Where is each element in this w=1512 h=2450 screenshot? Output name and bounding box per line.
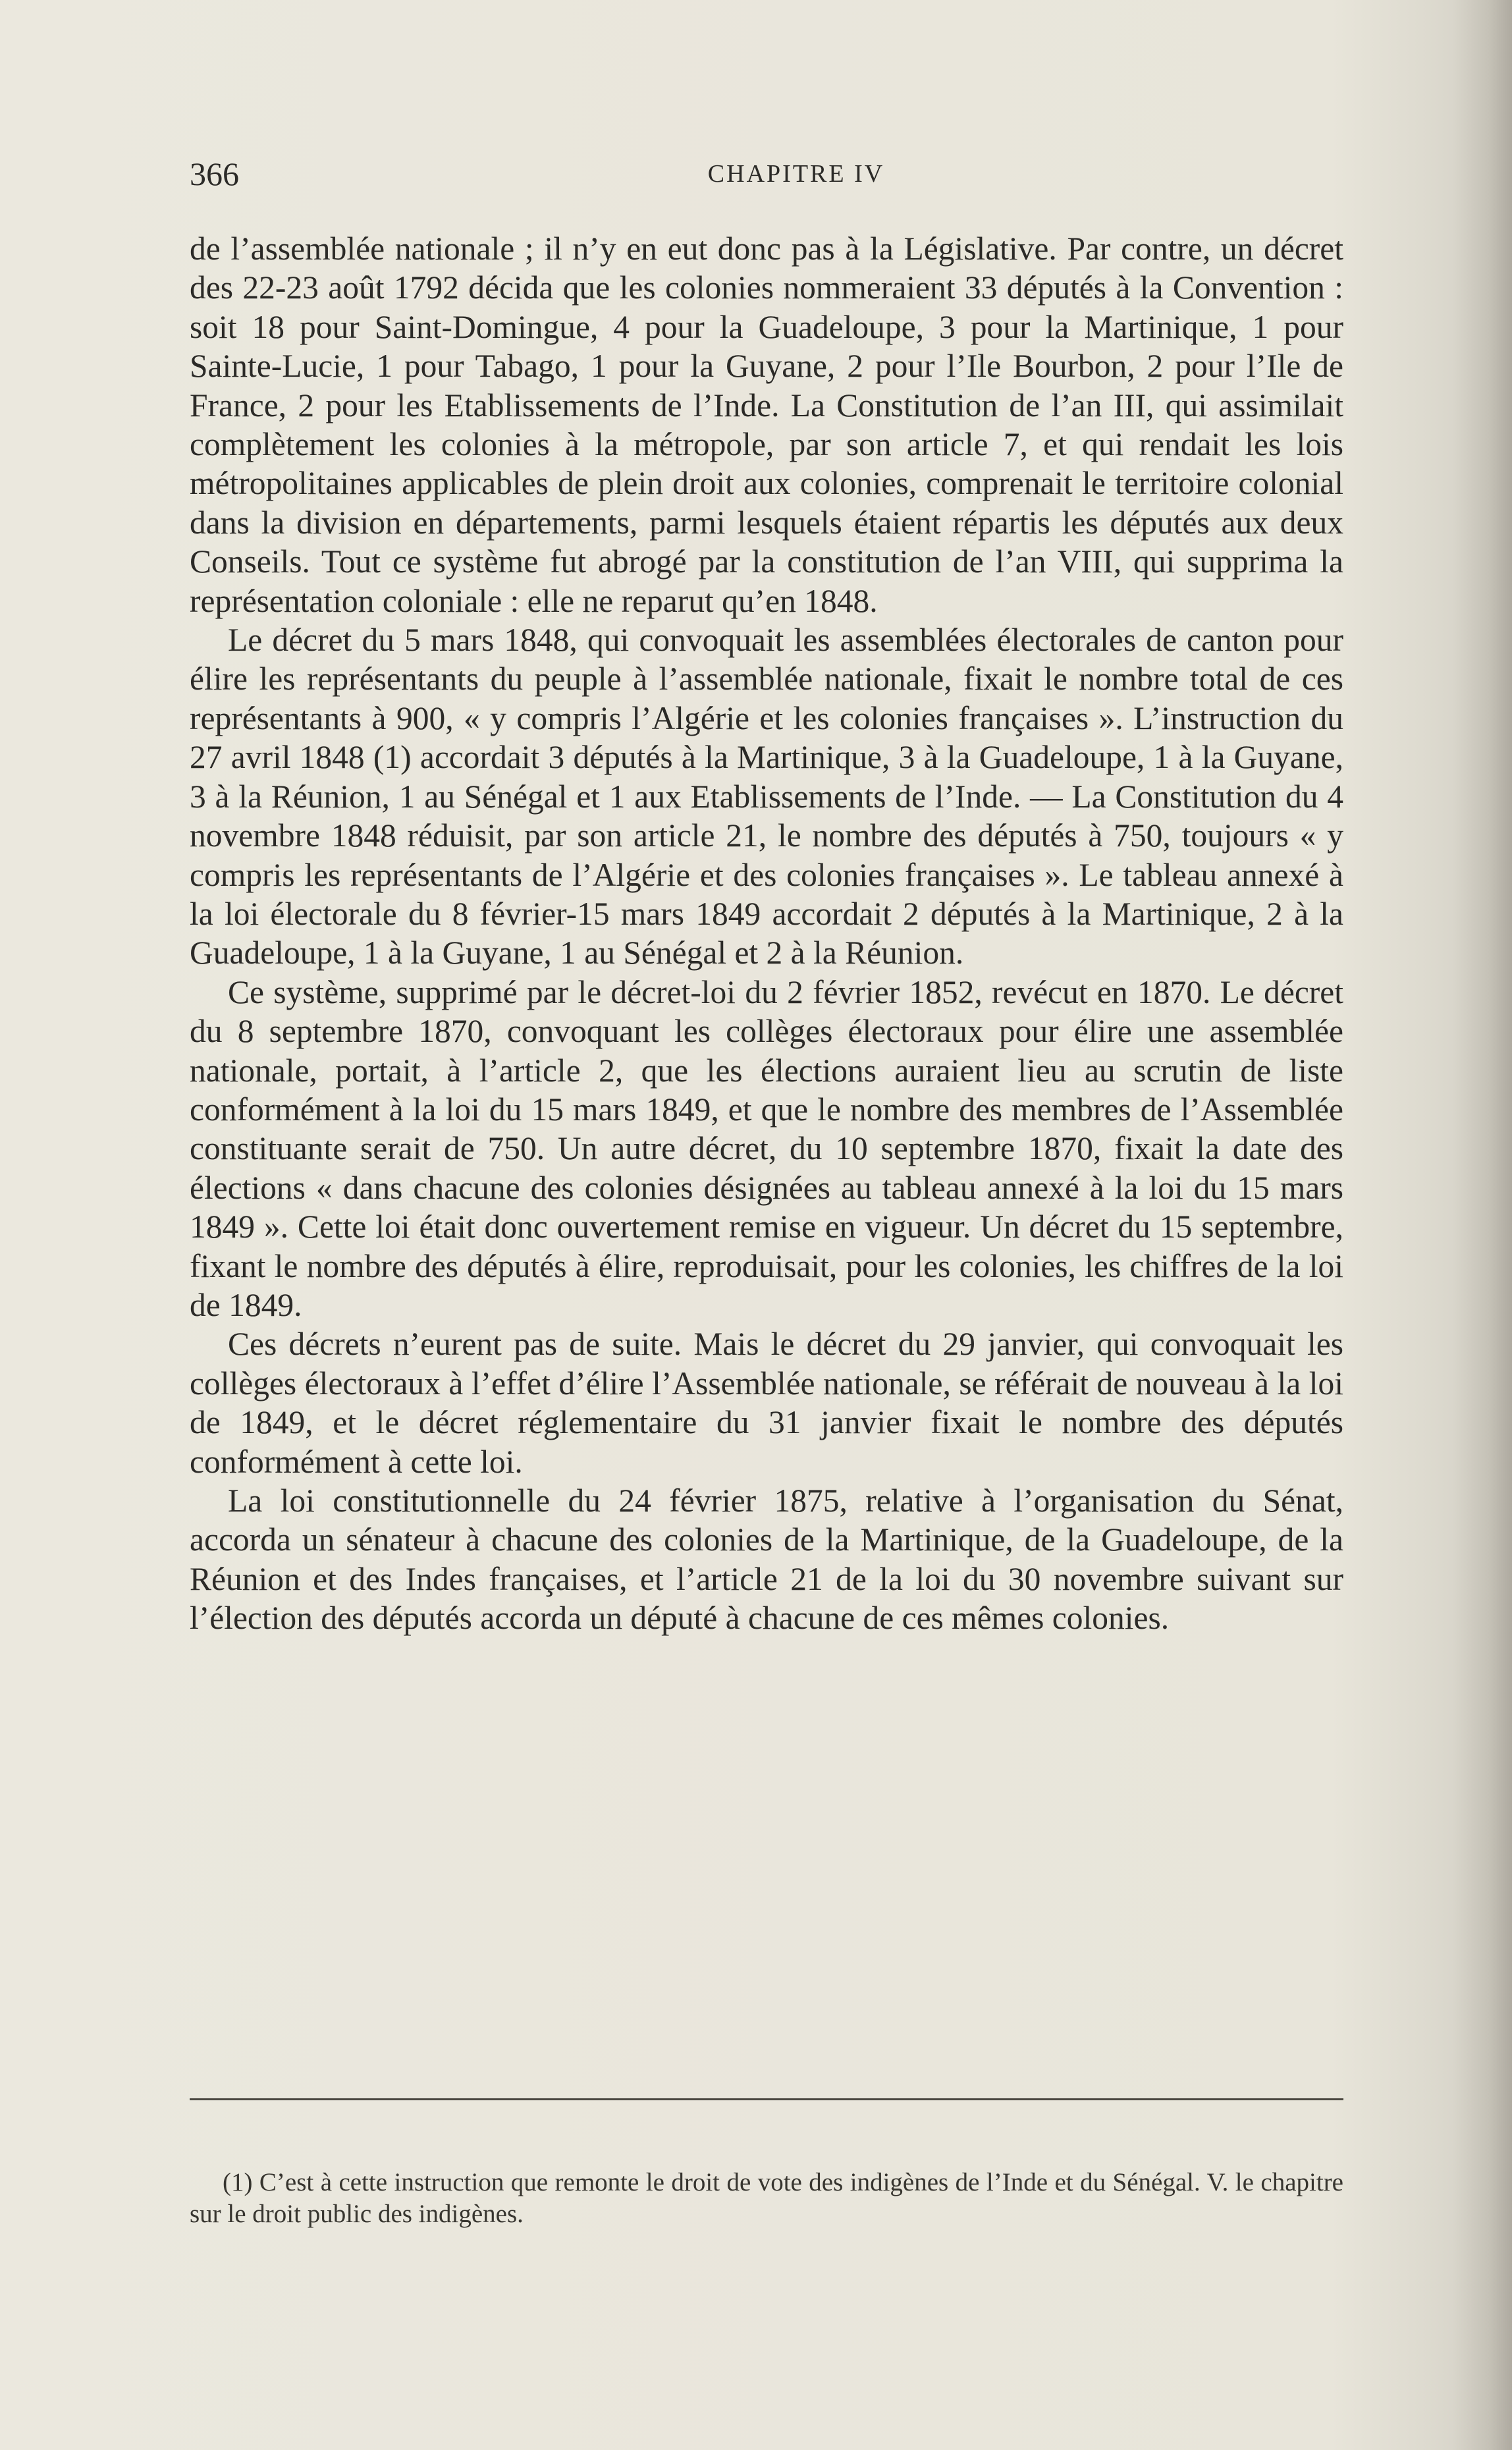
- body-text: [190, 229, 1343, 1638]
- paragraph-4: Ces décrets n’eurent pas de suite. Mais le décret du 29 janvier, qui convoquait les collèges électoraux à l’effet d’élire l’Assemblée nationale, se référait de nouveau à la loi de 1849, et le décret réglementaire du 31 janvier fixait le nombre des députés conformément à cette loi.: [190, 1326, 1343, 1480]
- paragraph-5: La loi constitutionnelle du 24 février 1875, relative à l’organisation du Sénat, accorda un sénateur à chacune des colonies de la Martinique, de la Guadeloupe, de la Réunion et des Indes françaises, et l’article 21 de la loi du 30 novembre suivant sur l’élection des députés accorda un député à chacune de ces mêmes colonies.: [190, 1483, 1343, 1637]
- chapter-title: CHAPITRE IV: [707, 160, 885, 188]
- paragraph-1: de l’assemblée nationale ; il n’y en eut donc pas à la Législative. Par contre, un décret des 22-23 août 1792 décida que les colonies nommeraient 33 députés à la Convention : soit 18 pour Saint-Domingue, 4 pour la Guadeloupe, 3 pour la Martinique, 1 pour Sainte-Lucie, 1 pour Tabago, 1 pour la Guyane, 2 pour l’Ile Bourbon, 2 pour l’Ile de France, 2 pour les Etablissements de l’Inde. La Constitution de l’an III, qui assimilait complètement les colonies à la métropole, par son article 7, et qui rendait les lois métropolitaines applicables de plein droit aux colonies, comprenait le territoire colonial dans la division en départements, parmi lesquels étaient répartis les députés aux deux Conseils. Tout ce système fut abrogé par la constitution de l’an VIII, qui supprima la représentation coloniale : elle ne reparut qu’en 1848.: [190, 231, 1343, 619]
- paragraph-2: Le décret du 5 mars 1848, qui convoquait les assemblées électorales de canton pour élire les représentants du peuple à l’assemblée nationale, fixait le nombre total de ces représentants à 900, « y compris l’Algérie et les colonies françaises ». L’instruction du 27 avril 1848 (1) accordait 3 députés à la Martinique, 3 à la Guadeloupe, 1 à la Guyane, 3 à la Réunion, 1 au Sénégal et 1 aux Etablissements de l’Inde. — La Constitution du 4 novembre 1848 réduisit, par son article 21, le nombre des députés à 750, toujours « y compris les représentants de l’Algérie et des colonies françaises ». Le tableau annexé à la loi électorale du 8 février-15 mars 1849 accordait 2 députés à la Martinique, 2 à la Guadeloupe, 1 à la Guyane, 1 au Sénégal et 2 à la Réunion.: [190, 622, 1343, 971]
- footnote-divider: [190, 2098, 1343, 2100]
- page-number: 366: [190, 155, 239, 192]
- running-head: [190, 153, 1343, 195]
- page-edge-shadow: [1453, 0, 1512, 2450]
- footnote: (1) C’est à cette instruction que remonte le droit de vote des indigènes de l’Inde et du Sénégal. V. le chapitre sur le droit public des indigènes.: [190, 2168, 1343, 2228]
- paragraph-3: Ce système, supprimé par le décret-loi du 2 février 1852, revécut en 1870. Le décret du 8 septembre 1870, convoquant les collèges électoraux pour élire une assemblée nationale, portait, à l’article 2, que les élections auraient lieu au scrutin de liste conformément à la loi du 15 mars 1849, et que le nombre des membres de l’Assemblée constituante serait de 750. Un autre décret, du 10 septembre 1870, fixait la date des élections « dans chacune des colonies désignées au tableau annexé à la loi du 15 mars 1849 ». Cette loi était donc ouvertement remise en vigueur. Un décret du 15 septembre, fixant le nombre des députés à élire, reproduisait, pour les colonies, les chiffres de la loi de 1849.: [190, 973, 1343, 1323]
